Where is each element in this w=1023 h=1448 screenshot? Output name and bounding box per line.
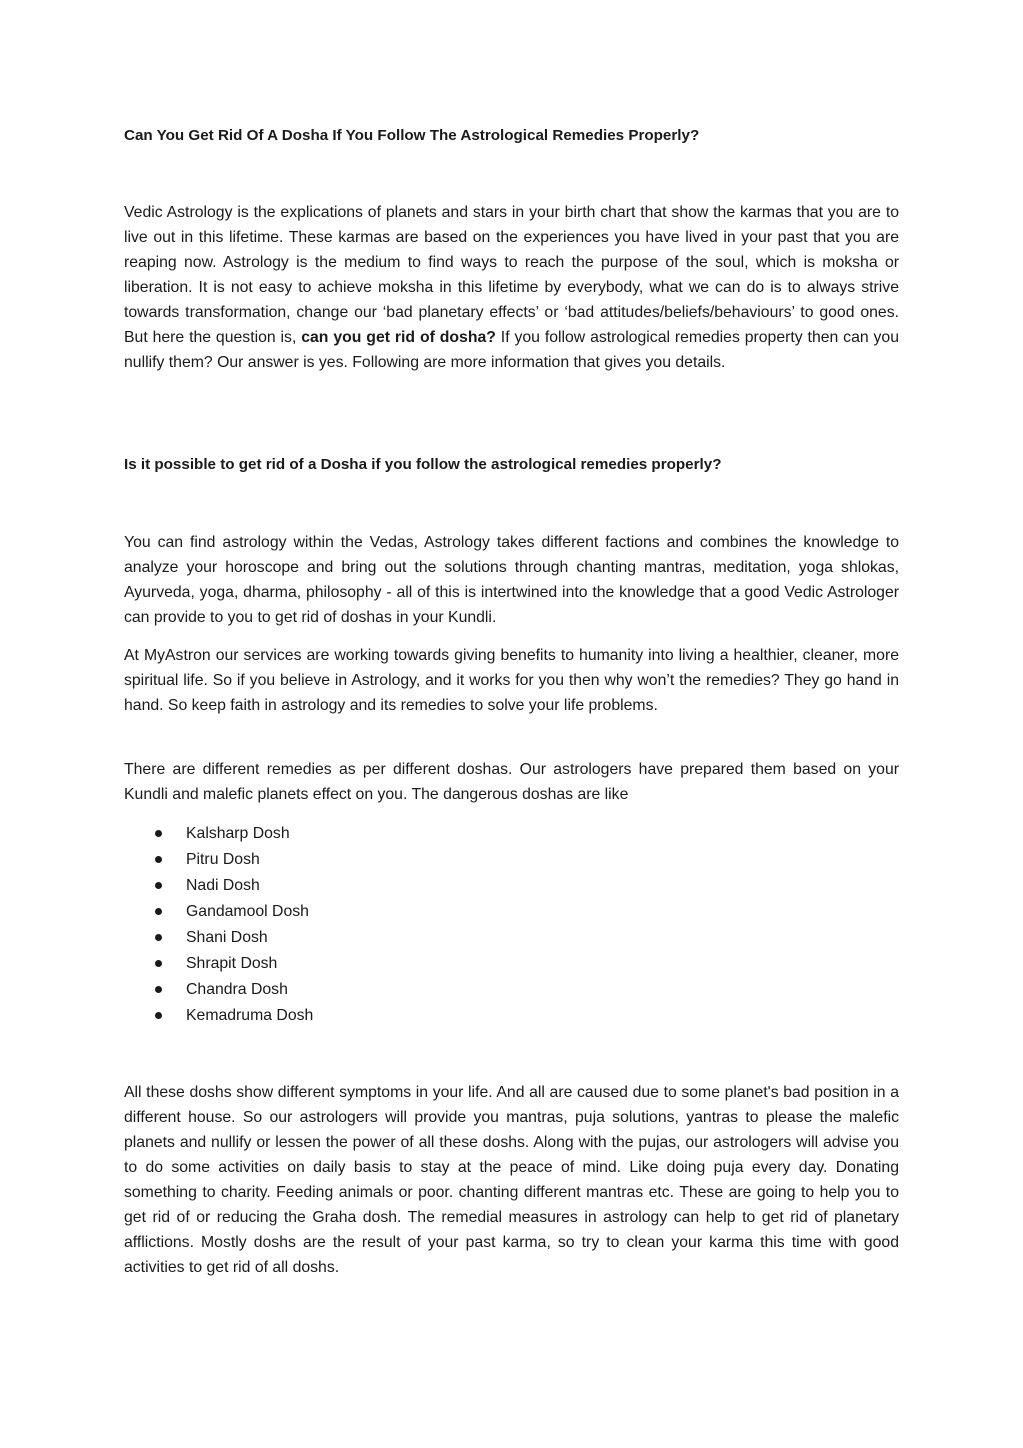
list-item xyxy=(124,899,313,925)
list-item xyxy=(124,925,313,951)
list-item-label: Shrapit Dosh xyxy=(186,955,278,972)
closing-paragraph: All these doshs show different symptoms in your life. And all are caused due to some planet's bad position in a different house. So our astrologers will provide you mantras, puja solutions, yantras to please the malefic planets and nullify or lessen the power of all these doshs. Along with the pujas, our astrologers will advise you to do some activities on daily basis to stay at the peace of mind. Like doing puja every day. Donating something to charity. Feeding animals or poor. chanting different mantras etc. These are going to help you to get rid of or reducing the Graha dosh. The remedial measures in astrology can help to get rid of planetary afflictions. Mostly doshs are the result of your past karma, so try to clean your karma this time with good activities to get rid of all doshs. xyxy=(124,1084,899,1276)
section-subheading: Is it possible to get rid of a Dosha if you follow the astrological remedies properly? xyxy=(124,456,722,473)
list-item-label: Gandamool Dosh xyxy=(186,903,309,920)
list-item-label: Nadi Dosh xyxy=(186,877,260,894)
bullet-icon xyxy=(155,908,162,915)
list-item-label: Chandra Dosh xyxy=(186,981,288,998)
dosha-list xyxy=(124,821,313,1029)
list-item-label: Shani Dosh xyxy=(186,929,268,946)
list-item-label: Kemadruma Dosh xyxy=(186,1007,314,1024)
bullet-icon xyxy=(155,960,162,967)
bullet-icon xyxy=(155,1012,162,1019)
bullet-icon xyxy=(155,830,162,837)
bullet-icon xyxy=(155,856,162,863)
intro-paragraph xyxy=(124,200,899,375)
bullet-icon xyxy=(155,986,162,993)
list-item xyxy=(124,951,313,977)
intro-bold-question: can you get rid of dosha? xyxy=(301,329,496,346)
paragraph-vedas: You can find astrology within the Vedas, Astrology takes different factions and combines the knowledge to analyze your horoscope and bring out the solutions through chanting mantras, meditation, yoga shlokas, Ayurveda, yoga, dharma, philosophy - all of this is intertwined into the knowledge that a good Vedic Astrologer can provide to you to get rid of doshas in your Kundli. xyxy=(124,534,899,626)
list-item xyxy=(124,1003,313,1029)
document-title: Can You Get Rid Of A Dosha If You Follow The Astrological Remedies Properly? xyxy=(124,127,700,144)
list-item xyxy=(124,821,313,847)
intro-text-2: If you follow astrological remedies property then can you nullify them? Our answer is yes. Following are more information that gives you details. xyxy=(124,329,900,371)
bullet-icon xyxy=(155,934,162,941)
list-item-label: Pitru Dosh xyxy=(186,851,260,868)
list-item xyxy=(124,873,313,899)
bullet-icon xyxy=(155,882,162,889)
paragraph-myastron: At MyAstron our services are working towards giving benefits to humanity into living a healthier, cleaner, more spiritual life. So if you believe in Astrology, and it works for you then why won’t the remedies? They go hand in hand. So keep faith in astrology and its remedies to solve your life problems. xyxy=(124,647,899,714)
intro-text-1: Vedic Astrology is the explications of planets and stars in your birth chart that show the karmas that you are to live out in this lifetime. These karmas are based on the experiences you have lived in your past that you are reaping now. Astrology is the medium to find ways to reach the purpose of the soul, which is moksha or liberation. It is not easy to achieve moksha in this lifetime by everybody, what we can do is to always strive towards transformation, change our ‘bad planetary effects’ or ‘bad attitudes/beliefs/behaviours’ to good ones. But here the question is, xyxy=(124,204,899,346)
paragraph-remedies: There are different remedies as per different doshas. Our astrologers have prepared them based on your Kundli and malefic planets effect on you. The dangerous doshas are like xyxy=(124,761,899,803)
list-item-label: Kalsharp Dosh xyxy=(186,825,290,842)
list-item xyxy=(124,977,313,1003)
list-item xyxy=(124,847,313,873)
